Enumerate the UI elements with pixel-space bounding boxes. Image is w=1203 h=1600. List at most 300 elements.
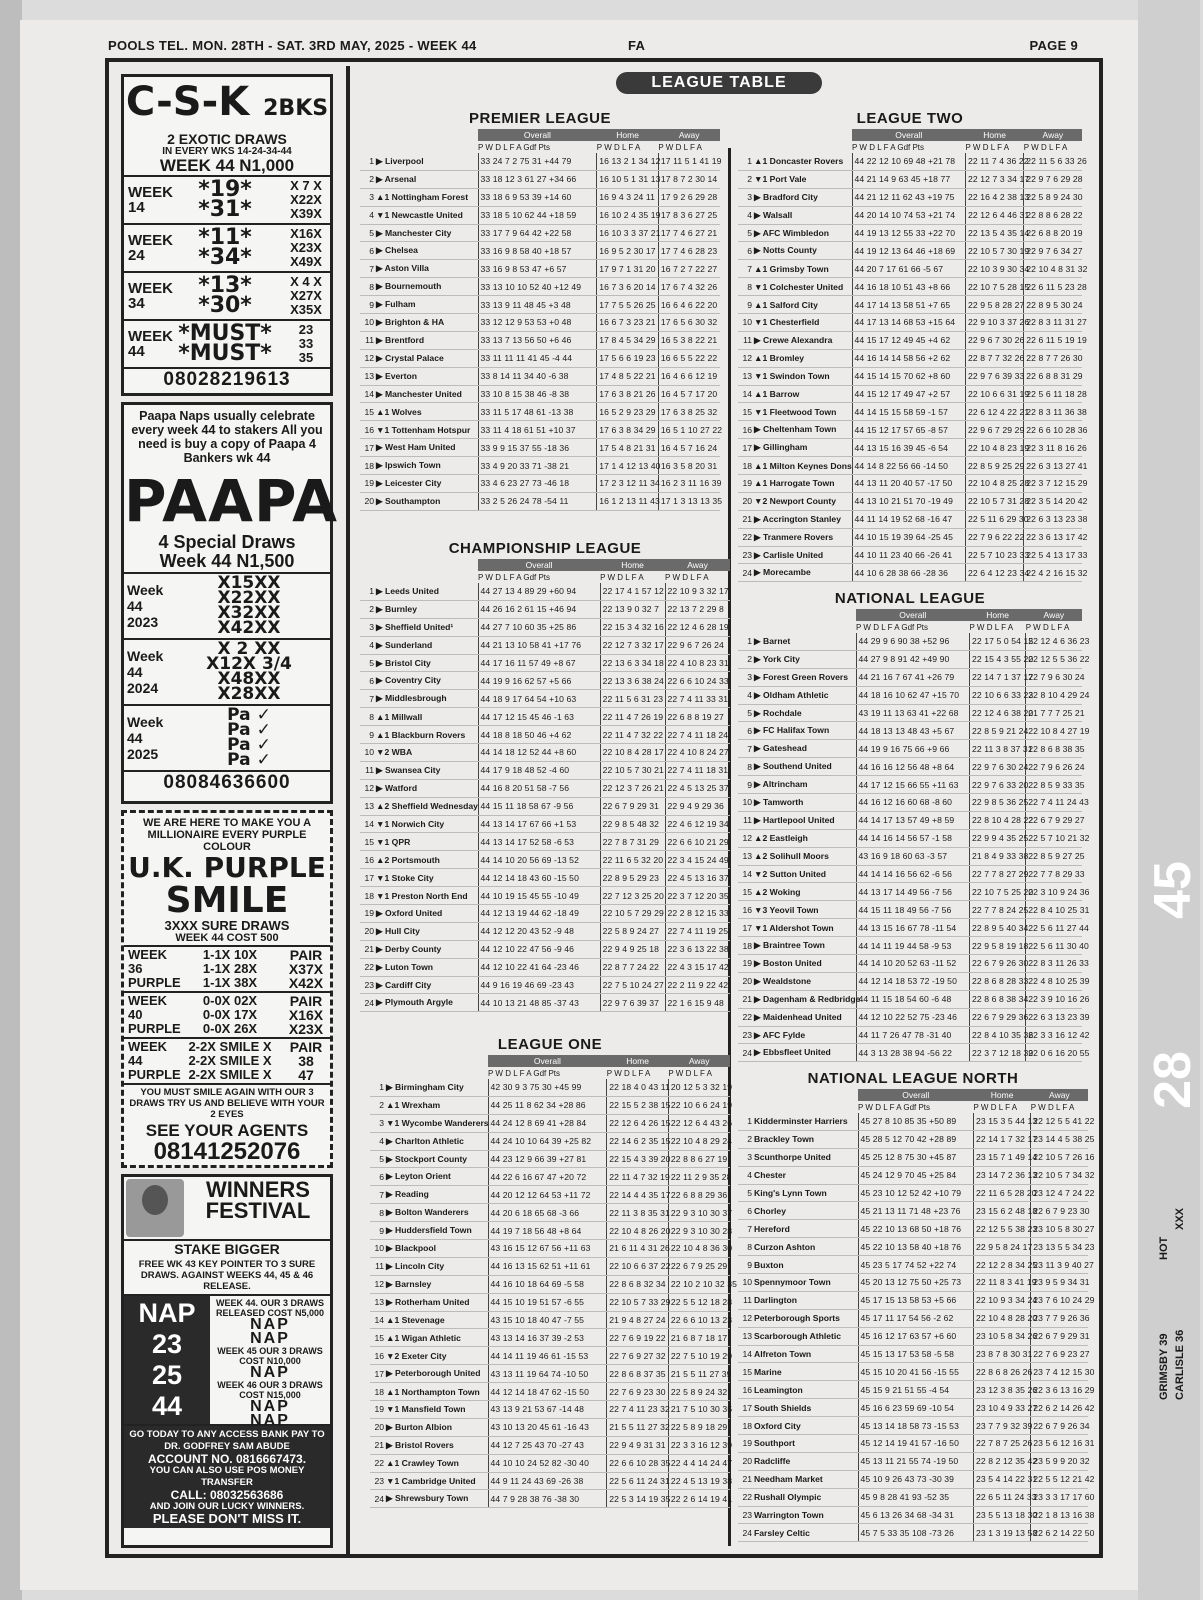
position: 11	[738, 331, 754, 349]
overall-stats: 45 22 10 13 58 40 +18 76	[858, 1238, 974, 1256]
position: 17	[738, 1399, 754, 1417]
table-row	[738, 1130, 1088, 1148]
table-row	[360, 940, 730, 958]
team-name: ▶ Barnsley	[386, 1275, 488, 1293]
team-name: ▼1 Stoke City	[376, 869, 478, 887]
table-row	[360, 153, 720, 170]
table-row	[738, 1399, 1088, 1417]
position: 16	[738, 1381, 754, 1399]
overall-stats: 45 15 10 20 41 56 -15 55	[858, 1363, 974, 1381]
away-stats: 21 7 5 10 30 35	[668, 1401, 730, 1419]
away-stats: 23 10 5 8 30 27	[1031, 1220, 1088, 1238]
standings-table	[738, 129, 1088, 582]
away-stats: 16 4 6 6 12 19	[658, 367, 720, 385]
table-row	[360, 206, 720, 224]
away-stats: 22 8 7 7 26 30	[1024, 349, 1082, 367]
position: 11	[360, 761, 376, 779]
home-stats: 22 9 5 8 24 17	[974, 1238, 1031, 1256]
table-row	[738, 1417, 1088, 1435]
table-row	[360, 815, 730, 833]
home-stats: 23 15 7 1 49 14	[974, 1148, 1031, 1166]
overall-stats: 44 14 15 15 58 59 -1 57	[852, 403, 966, 421]
home-stats: 22 8 6 8 26 26	[974, 1363, 1031, 1381]
position: 21	[370, 1436, 386, 1454]
away-stats: 22 5 7 10 21 32	[1026, 829, 1082, 847]
team-name: ▼1 Norwich City	[376, 815, 478, 833]
home-stats: 22 12 6 4 46 31	[966, 206, 1024, 224]
position: 13	[360, 367, 376, 385]
away-stats: 16 4 5 7 17 20	[658, 385, 720, 403]
overall-stats: 44 3 13 28 38 94 -56 22	[856, 1044, 970, 1062]
league-one-table	[370, 1036, 738, 1508]
csk-week-label: WEEK 24	[128, 232, 173, 264]
table-row	[738, 668, 1082, 686]
column-header-row	[370, 1067, 730, 1079]
team-name: ▶ Rochdale	[754, 704, 856, 722]
header-fragment: FA	[628, 38, 646, 53]
position: 20	[738, 1452, 754, 1470]
table-row	[370, 1436, 730, 1454]
table-row	[360, 457, 720, 475]
away-stats: 22 4 10 8 24 27	[665, 744, 730, 762]
team-name: ▶ Everton	[376, 367, 478, 385]
home-stats: 22 10 4 8 28 20	[974, 1309, 1031, 1327]
home-stats: 22 7 4 11 23 32	[607, 1401, 669, 1419]
edge-carlisle: CARLISLE 36	[1174, 1329, 1186, 1400]
table-row	[738, 758, 1082, 776]
away-stats: 22 6 3 13 23 38	[1024, 510, 1082, 528]
overall-stats: 44 23 12 9 66 39 +27 81	[488, 1150, 607, 1168]
overall-stats: 44 11 7 26 47 78 -31 40	[856, 1026, 970, 1044]
overall-stats: 44 15 11 18 58 67 -9 56	[478, 797, 600, 815]
csk-week-side: X 4 X X27X X35X	[290, 274, 322, 317]
table-row	[370, 1347, 730, 1365]
table-row	[738, 510, 1082, 528]
home-stats: 16 5 2 9 23 29	[597, 403, 659, 421]
previous-page-edge	[0, 0, 22, 1600]
position: 14	[738, 1345, 754, 1363]
table-row	[738, 296, 1082, 314]
position: 5	[738, 704, 754, 722]
team-name: ▶ Accrington Stanley	[754, 510, 852, 528]
overall-stats: 44 17 16 11 57 49 +8 67	[478, 654, 600, 672]
column-divider	[346, 66, 350, 1556]
away-stats: 17 6 5 6 30 32	[658, 314, 720, 332]
home-stats: 22 10 6 6 33 23	[970, 686, 1026, 704]
table-row	[738, 937, 1082, 955]
uk-week-label: WEEK 44 PURPLE	[128, 1039, 181, 1082]
position: 9	[738, 776, 754, 794]
overall-stats: 44 17 14 13 58 51 +7 65	[852, 296, 966, 314]
standings-table	[738, 609, 1090, 1062]
nap-number: 23	[151, 1329, 183, 1359]
away-stats: 16 3 5 8 20 31	[658, 457, 720, 475]
nap-week-text: WEEK 44. OUR 3 DRAWS RELEASED COST N5,000	[215, 1298, 325, 1318]
overall-stats: 44 14 8 22 56 66 -14 50	[852, 457, 966, 475]
table-row	[738, 1488, 1088, 1506]
away-stats: 22 8 8 6 27 19	[668, 1150, 730, 1168]
overall-stats: 44 15 12 17 57 65 -8 57	[852, 421, 966, 439]
home-stats: 17 4 8 5 22 21	[597, 367, 659, 385]
table-row	[370, 1240, 730, 1258]
uk-week-right: PAIR 38 47	[289, 1039, 323, 1083]
nap-week-text: WEEK 45 OUR 3 DRAWS COST N10,000	[217, 1346, 323, 1366]
team-name: ▲1 Bromley	[754, 349, 852, 367]
home-stats: 23 15 6 2 48 18	[974, 1202, 1031, 1220]
overall-stats: 33 12 12 9 53 53 +0 48	[478, 314, 597, 332]
overall-stats: 33 9 9 15 37 55 -18 36	[478, 439, 597, 457]
table-row	[738, 1202, 1088, 1220]
position: 16	[360, 851, 376, 869]
group-home: Home	[970, 609, 1026, 621]
table-row	[738, 278, 1082, 296]
winners-call: CALL: 08032563686	[170, 1488, 284, 1502]
team-name: ▶ Huddersfield Town	[386, 1222, 488, 1240]
team-name: Rushall Olympic	[754, 1488, 858, 1506]
home-stats: 22 7 8 7 25 26	[974, 1435, 1031, 1453]
position: 11	[370, 1257, 386, 1275]
home-stats: 22 14 6 2 35 15	[607, 1132, 669, 1150]
table-row	[738, 1008, 1082, 1026]
away-stats: 22 5 8 9 24 32	[668, 1383, 730, 1401]
position: 2	[370, 1096, 386, 1114]
table-row	[738, 421, 1082, 439]
team-name: ▶ Stockport County	[386, 1150, 488, 1168]
table-row	[360, 421, 720, 439]
away-stats: 22 3 11 8 16 26	[1024, 439, 1082, 457]
away-stats: 22 1 8 13 16 38	[1031, 1506, 1088, 1524]
group-header-row	[370, 1055, 730, 1067]
position: 22	[738, 1488, 754, 1506]
group-overall: Overall	[852, 129, 966, 141]
team-name: ▲2 Solihull Moors	[754, 847, 856, 865]
position: 18	[360, 887, 376, 905]
overall-stats: 45 25 12 8 75 30 +45 87	[858, 1148, 974, 1166]
table-row	[370, 1329, 730, 1347]
overall-stats: 45 13 14 18 58 73 -15 53	[858, 1417, 974, 1435]
table-row	[738, 1452, 1088, 1470]
col-header: P W D L F A Gdf Pts	[488, 1068, 561, 1078]
away-stats: 22 6 7 9 23 30	[1031, 1202, 1088, 1220]
team-name: ▶ Crystal Palace	[376, 349, 478, 367]
team-name: ▲1 Millwall	[376, 708, 478, 726]
nap-section	[124, 1296, 330, 1429]
nap-week-block	[212, 1346, 328, 1380]
position: 16	[738, 901, 754, 919]
table-row	[738, 955, 1082, 973]
overall-stats: 44 10 10 24 52 82 -30 40	[488, 1454, 607, 1472]
col-header: P W D L F A	[1025, 622, 1070, 632]
away-stats: 22 2 8 12 15 33	[665, 905, 730, 923]
away-stats: 16 4 5 7 16 24	[658, 439, 720, 457]
home-stats: 22 3 7 12 18 39	[970, 1044, 1026, 1062]
paapa-week-numbers: X15XX X22XX X32XX X42XX	[217, 573, 281, 638]
uk-purple-advert	[121, 810, 333, 1168]
overall-stats: 44 18 13 13 48 43 +5 67	[856, 722, 970, 740]
team-name: ▶ York City	[754, 650, 856, 668]
home-stats: 22 11 7 4 36 22	[966, 153, 1024, 170]
position: 19	[360, 475, 376, 493]
team-name: ▶ Bolton Wanderers	[386, 1204, 488, 1222]
team-name: ▶ Peterborough United	[386, 1365, 488, 1383]
away-stats: 23 5 9 9 20 32	[1031, 1452, 1088, 1470]
uk-week-row	[124, 945, 330, 991]
team-name: ▶ Coventry City	[376, 672, 478, 690]
paapa-week-label: Week 44 2023	[127, 582, 164, 630]
team-name: ▼1 Wycombe Wanderers	[386, 1114, 488, 1132]
winners-free-text: FREE WK 43 KEY POINTER TO 3 SURE DRAWS. AGAINST WEEKS 44, 45 & 46 RELEASE.	[124, 1257, 330, 1296]
home-stats: 22 10 6 6 37 22	[607, 1257, 669, 1275]
team-name: Marine	[754, 1363, 858, 1381]
home-stats: 22 10 4 8 23 19	[966, 439, 1024, 457]
position: 15	[370, 1329, 386, 1347]
table-row	[738, 224, 1082, 242]
away-stats: 22 12 5 5 36 22	[1026, 650, 1082, 668]
home-stats: 17 7 5 5 26 25	[597, 296, 659, 314]
team-name: Brackley Town	[754, 1130, 858, 1148]
table-row	[738, 564, 1082, 582]
table-row	[360, 224, 720, 242]
paapa-phone: 08084636600	[163, 772, 291, 793]
team-name: ▶ Leyton Orient	[386, 1168, 488, 1186]
team-name: ▼1 Cambridge United	[386, 1472, 488, 1490]
team-name: Alfreton Town	[754, 1345, 858, 1363]
away-stats: 22 8 8 6 28 22	[1024, 206, 1082, 224]
overall-stats: 45 28 5 12 70 42 +28 89	[858, 1130, 974, 1148]
paapa-week-row	[124, 640, 330, 706]
team-name: ▶ Sheffield United¹	[376, 618, 478, 636]
table-row	[738, 722, 1082, 740]
overall-stats: 44 16 8 20 51 58 -7 56	[478, 779, 600, 797]
position: 4	[738, 686, 754, 704]
away-stats: 16 5 1 10 27 22	[658, 421, 720, 439]
team-name: ▶ Tamworth	[754, 794, 856, 812]
home-stats: 22 12 4 6 38 20	[970, 704, 1026, 722]
position: 14	[370, 1311, 386, 1329]
overall-stats: 44 27 7 10 60 35 +25 86	[478, 618, 600, 636]
team-name: ▲1 Stevenage	[386, 1311, 488, 1329]
home-stats: 17 9 7 1 31 20	[597, 260, 659, 278]
league-two-table	[738, 110, 1088, 582]
position: 7	[370, 1186, 386, 1204]
position: 5	[370, 1150, 386, 1168]
home-stats: 22 7 6 9 23 30	[607, 1383, 669, 1401]
away-stats: 22 4 8 10 25 39	[1026, 972, 1082, 990]
csk-week-label: WEEK 44	[128, 328, 173, 360]
table-row	[738, 475, 1082, 493]
team-name: Buxton	[754, 1256, 858, 1274]
uk-week-mid: 1-1X 10X 1-1X 28X 1-1X 38X	[202, 947, 258, 990]
away-stats: 22 13 7 2 29 8	[665, 600, 730, 618]
nap-label: NAP	[138, 1298, 196, 1328]
team-name: ▶ Dagenham & Redbridge	[754, 990, 856, 1008]
away-stats: 22 2 11 9 22 42	[665, 976, 730, 994]
overall-stats: 44 14 11 19 46 61 -15 53	[488, 1347, 607, 1365]
position: 12	[738, 349, 754, 367]
home-stats: 17 5 6 6 19 23	[597, 349, 659, 367]
team-name: ▶ Southend United	[754, 758, 856, 776]
overall-stats: 44 9 16 19 46 69 -23 43	[478, 976, 600, 994]
table-row	[738, 1148, 1088, 1166]
overall-stats: 44 14 16 14 56 57 -1 58	[856, 829, 970, 847]
home-stats: 22 14 1 7 32 17	[974, 1130, 1031, 1148]
winners-transfer: YOU CAN ALSO USE POS MONEY TRANSFER	[149, 1465, 305, 1488]
overall-stats: 33 18 5 10 62 44 +18 59	[478, 206, 597, 224]
home-stats: 22 9 5 8 28 27	[966, 296, 1024, 314]
table-row	[370, 1257, 730, 1275]
table-row	[738, 439, 1082, 457]
position: 6	[360, 672, 376, 690]
home-stats: 16 10 3 3 37 21	[597, 224, 659, 242]
group-overall: Overall	[478, 129, 597, 141]
position: 10	[738, 1274, 754, 1292]
overall-stats: 44 14 10 20 52 63 -11 52	[856, 955, 970, 973]
away-stats: 23 11 3 9 40 27	[1031, 1256, 1088, 1274]
away-stats: 22 8 9 5 30 24	[1024, 296, 1082, 314]
position: 18	[738, 457, 754, 475]
team-name: ▶ Bournemouth	[376, 278, 478, 296]
position: 22	[738, 528, 754, 546]
table-row	[738, 740, 1082, 758]
overall-stats: 44 12 12 20 43 52 -9 48	[478, 922, 600, 940]
table-row	[738, 1026, 1082, 1044]
position: 15	[738, 403, 754, 421]
group-away: Away	[658, 129, 720, 141]
position: 3	[738, 1148, 754, 1166]
position: 7	[360, 690, 376, 708]
overall-stats: 44 12 10 22 41 64 -23 46	[478, 958, 600, 976]
table-row	[370, 1418, 730, 1436]
uk-week-cost: WEEK 44 COST 500	[175, 932, 279, 944]
overall-stats: 43 19 11 13 63 41 +22 68	[856, 704, 970, 722]
away-stats: 22 5 6 11 18 28	[1024, 385, 1082, 403]
position: 1	[360, 153, 376, 170]
team-name: ▶ Gateshead	[754, 740, 856, 758]
position: 5	[360, 224, 376, 242]
away-stats: 16 5 3 8 22 21	[658, 331, 720, 349]
home-stats: 22 11 6 5 32 20	[600, 851, 665, 869]
overall-stats: 33 11 4 18 61 51 +10 37	[478, 421, 597, 439]
home-stats: 23 1 3 19 13 58	[974, 1524, 1031, 1542]
table-row	[738, 1184, 1088, 1202]
team-name: ▶ Barnet	[754, 633, 856, 650]
home-stats: 22 13 5 4 35 14	[966, 224, 1024, 242]
overall-stats: 44 20 14 10 74 53 +21 74	[852, 206, 966, 224]
team-name: Southport	[754, 1435, 858, 1453]
team-name: ▶ Burton Albion	[386, 1418, 488, 1436]
paapa-week-row	[124, 706, 330, 772]
away-stats: 22 6 8 8 31 29	[1024, 367, 1082, 385]
overall-stats: 45 7 5 33 35 108 -73 26	[858, 1524, 974, 1542]
team-name: ▼1 Mansfield Town	[386, 1401, 488, 1419]
column-header-row	[360, 571, 730, 583]
team-name: ▶ Liverpool	[376, 153, 478, 170]
overall-stats: 44 13 17 14 49 56 -7 56	[856, 883, 970, 901]
overall-stats: 44 20 6 18 65 68 -3 66	[488, 1204, 607, 1222]
overall-stats: 33 11 11 11 41 45 -4 44	[478, 349, 597, 367]
position: 14	[738, 385, 754, 403]
table-title: NATIONAL LEAGUE	[834, 590, 986, 607]
uk-phone: 08141252076	[153, 1138, 301, 1165]
nap-week-text: WEEK 46 OUR 3 DRAWS COST N15,000	[217, 1380, 323, 1400]
header-dateline: POOLS TEL. MON. 28TH - SAT. 3RD MAY, 2025 - WEEK 44	[108, 38, 477, 53]
table-row	[738, 811, 1082, 829]
table-row	[360, 439, 720, 457]
position: 16	[370, 1347, 386, 1365]
away-stats: 17 11 5 1 41 19	[658, 153, 720, 170]
position: 8	[360, 708, 376, 726]
table-row	[360, 349, 720, 367]
home-stats: 22 7 6 9 19 22	[607, 1329, 669, 1347]
home-stats: 22 15 4 3 55 20	[970, 650, 1026, 668]
paapa-week-label: Week 44 2025	[127, 714, 164, 762]
position: 9	[370, 1222, 386, 1240]
table-row	[738, 1524, 1088, 1542]
group-home: Home	[597, 129, 659, 141]
table-row	[370, 1293, 730, 1311]
position: 20	[360, 922, 376, 940]
nap-number: 25	[151, 1360, 183, 1390]
table-row	[360, 314, 720, 332]
position: 1	[360, 583, 376, 600]
position: 9	[360, 726, 376, 744]
table-row	[738, 1238, 1088, 1256]
overall-stats: 44 15 10 19 51 57 -6 55	[488, 1293, 607, 1311]
team-name: Kidderminster Harriers	[754, 1113, 858, 1130]
team-name: ▼1 Swindon Town	[754, 367, 852, 385]
table-row	[738, 847, 1082, 865]
position: 18	[370, 1383, 386, 1401]
team-name: Chorley	[754, 1202, 858, 1220]
table-row	[738, 331, 1082, 349]
position: 7	[738, 740, 754, 758]
table-row	[738, 919, 1082, 937]
table-row	[738, 385, 1082, 403]
away-stats: 21 6 8 7 18 17	[668, 1329, 730, 1347]
table-row	[738, 1256, 1088, 1274]
group-header-row	[738, 1089, 1088, 1101]
home-stats: 22 11 4 7 32 19	[607, 1168, 669, 1186]
uk-week-row	[124, 991, 330, 1037]
overall-stats: 44 14 11 19 44 58 -9 53	[856, 937, 970, 955]
col-header: P W D L F A Gdf Pts	[478, 572, 551, 582]
position: 4	[370, 1132, 386, 1150]
team-name: ▼2 Exeter City	[386, 1347, 488, 1365]
csk-week-side: X 7 X X22X X39X	[290, 178, 322, 221]
team-name: ▲1 Crawley Town	[386, 1454, 488, 1472]
table-row	[370, 1222, 730, 1240]
away-stats: 22 3 6 13 16 29	[1031, 1381, 1088, 1399]
overall-stats: 44 13 15 16 39 45 -6 54	[852, 439, 966, 457]
table-title: LEAGUE ONE	[497, 1036, 603, 1053]
table-row	[360, 331, 720, 349]
home-stats: 22 10 4 8 25 28	[966, 475, 1024, 493]
home-stats: 23 10 5 8 34 26	[974, 1327, 1031, 1345]
team-name: ▶ Derby County	[376, 940, 478, 958]
position: 14	[360, 385, 376, 403]
team-name: ▲1 Grimsby Town	[754, 260, 852, 278]
overall-stats: 44 14 10 20 56 69 -13 52	[478, 851, 600, 869]
col-header: P W D L F A	[668, 1068, 712, 1078]
overall-stats: 44 19 7 18 56 48 +8 64	[488, 1222, 607, 1240]
position: 17	[738, 439, 754, 457]
winners-top	[124, 1177, 330, 1241]
home-stats: 22 10 5 7 30 21	[600, 761, 665, 779]
away-stats: 22 6 6 10 13 23	[668, 1311, 730, 1329]
position: 23	[738, 1026, 754, 1044]
table-row	[370, 1275, 730, 1293]
overall-stats: 44 12 14 18 43 60 -15 50	[478, 869, 600, 887]
